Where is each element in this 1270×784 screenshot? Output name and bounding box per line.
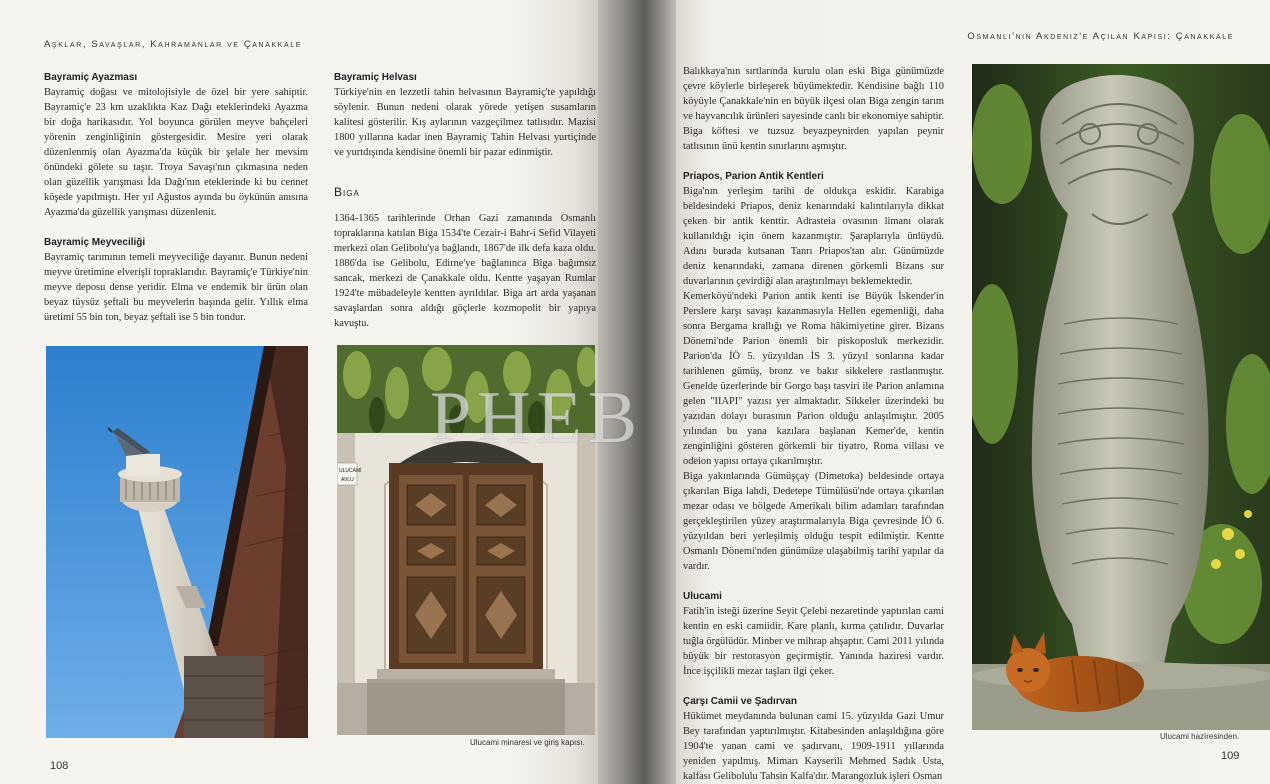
heading-biga: Biga [334, 185, 360, 199]
paragraph-parion: Kemerköyü'ndeki Parion antik kenti ise Büyük İskender'in Perslere karşı savaşı kazanmasıyla Hellen egemenliği, daha sonra Bergama krallığı ve Roma hâkimiyetine girer. Bizans Dönemi'nde Parion önemli bir piskoposluk merkezidir. Parion'da İÖ 5. yüzyıldan İS 3. yüzyıl sonlarına kadar tarihlenen gümüş, bronz ve bakır sikkelere rastlanmıştır. Genelde üzerlerinde bir Gorgo başı tasviri ile Parion anlamına gelen "IIAPI" yazısı yer almaktadır. Sikkeler üzerindeki bu yazıdan dolayı burasının Parion olduğu anlaşılmıştır. 2005 yılından bu yana kazılara başlanan Kemer'de, kentin zenginliğini gösteren görkemli bir tiyatro, Roma villası ve odeion yapısı ortaya çıkarılmıştır. [683, 291, 944, 467]
left-column-2 [334, 70, 596, 331]
paragraph-ayazma: Bayramiç doğası ve mitolojisiyle de özel bir yere sahiptir. Bayramiç'e 23 km uzaklıkta Kaz Dağı eteklerindeki Ayazma bir doğa harikasıdır. Yol boyunca görülen meyve bahçeleri yörenin zenginliğinin göstergesidir. Mesire yeri olarak düzenlenmiş olan Ayazma'da küçük bir şelale her mevsim önündeki gölete su taşır. Troya Savaşı'nın çıkmasına neden olan güzellik yarışması İda Dağı'nın eteklerinde ki bu cennet köşede yapılmıştı. Her yıl Ağustos ayında bu öykünün anısına Ayazma'da güzellik yarışması düzenlenir. [44, 87, 308, 218]
heading-bayramic-helvasi: Bayramiç Helvası [334, 72, 417, 83]
left-column-1 [44, 70, 308, 325]
tombstone-cat-photo [972, 64, 1270, 730]
heading-carsi-camii: Çarşı Camii ve Şadırvan [683, 696, 797, 707]
heading-ulucami: Ulucami [683, 591, 722, 602]
minaret-photo [46, 346, 308, 738]
right-running-head: Osmanlı'nın Akdeniz'e Açılan Kapısı: Çanakkale [967, 31, 1234, 42]
heading-priapos-parion: Priapos, Parion Antik Kentleri [683, 171, 824, 182]
door-sign-line-1: ULUCAMİ [339, 468, 362, 474]
paragraph-biga-today: Balıkkaya'nın sırtlarında kurulu olan eski Biga günümüzde çevre köylerle birleşerek büyümektedir. Kendisine bağlı 110 köyüyle Çanakkale'nin en büyük ilçesi olan Biga zengin tarım ve hayvancılık ürünleri sayesinde canlı bir ekonomiye sahiptir. Biga köftesi ve tuzsuz beyazpeynirden yapılan peynir tatlısının ünü kentin sınırlarını aşmıştır. [683, 66, 944, 152]
left-page-number: 108 [50, 760, 69, 772]
right-photo-caption: Ulucami hazìresinden. [1160, 732, 1240, 741]
heading-bayramic-ayazmasi: Bayramiç Ayazması [44, 72, 138, 83]
paragraph-gumuscay: Biga yakınlarında Gümüşçay (Dimetoka) beldesinde ortaya çıkarılan Biga lahdi, Dedetepe Tümülüsü'nde ortaya çıkarılan mezar odası ve bölgede Amerikalı bilim adamları tarafından gerçekleştirilen yüzey araştırmalarıyla Biga çevresinde İÖ 6. yüzyıldan beri yerleşilmiş olduğu tespit edilmiştir. Kentte Osmanlı Dönemi'nden günümüze ulaşabilmiş tarihî yapılar da vardır. [683, 471, 944, 572]
paragraph-helva: Türkiye'nin en lezzetli tahin helvasının Bayramiç'te yapıldığı söylenir. Bunun nedeni olarak yörede yetişen susamların kalitesi gösterilir. Kış aylarının vazgeçilmez tatlısıdır. Mazisi 1800 yıllarına kadar inen Bayramiç Tahin Helvası yurtiçinde ve yurtdışında kendisine önemli bir pazar edinmiştir. [334, 87, 596, 158]
heading-bayramic-meyveciligi: Bayramiç Meyveciliği [44, 237, 146, 248]
door-sign-line-2: AVLU [341, 477, 354, 483]
watermark: PHEB [430, 377, 644, 459]
right-page [676, 0, 1270, 784]
paragraph-ulucami: Fatih'in isteği üzerine Seyit Çelebi nezaretinde yaptırılan cami kentin en eski camiidir. Kare planlı, kırma çatılıdır. Duvarlar tuğla örgülüdür. Minber ve mihrap ahşaptır. Cami 2011 yılında büyük bir restorasyon geçirmiştir. Yanında hazìresi vardır. İnce işçilikli mezar taşları ilgi çeker. [683, 606, 944, 677]
paragraph-biga: 1364-1365 tarihlerinde Orhan Gazi zamanında Osmanlı topraklarına katılan Biga 1534'te Cezair-i Bahr-i Sefid Vilayeti merkezi olan Gelibolu'ya bağlandı, 1867'de ilk defa kaza oldu. 1886'da ise Gelibolu, Edirne'ye bağlanınca Biga bağımsız sancak, merkezi de Çanakkale oldu. Kentte yaşayan Rumlar 1924'te mübadeleyle kentten ayrıldılar. Biga art arda yaşanan savaşlardan sonra aldığı göçlerle kozmopolit bir yapıya kavuştu. [334, 213, 596, 329]
left-photo-caption: Ulucami minaresi ve giriş kapısı. [470, 738, 585, 747]
minaret-illustration [46, 346, 308, 738]
left-running-head: Aşklar, Savaşlar, Kahramanlar ve Çanakkale [44, 39, 303, 50]
paragraph-carsi-camii: Hükümet meydanında bulunan cami 15. yüzyılda Gazi Umur Bey tarafından yaptırılmıştır. Kitabesinden anlaşıldığına göre 1904'te yanan cami ve şadırvanı, 1909-1911 yıllarında yeniden yapılmış. Mimarı Kayserili Mehmed Sadık Usta, kalfası Gelibolulu Tahsin Kalfa'dır. Marangozluk işleri Osman [683, 711, 944, 782]
right-page-number: 109 [1221, 750, 1240, 762]
paragraph-priapos: Biga'nın yerleşim tarihi de oldukça eskidir. Karabiga beldesindeki Priapos, deniz kenarındaki kalıntılarıyla dikkat çeken bir antik kenttir. Adrasteia ovasının limanı olarak kullanıldığı için önem kazanmıştır. Şaraplarıyla ünlüydü. Adını burada kutsanan Tanrı Priapos'tan alır. Günümüzde deniz kenarındaki, zamana direnen görkemli Bizans sur duvarlarının çevirdiği alan araştırılmayı beklemektedir. [683, 186, 944, 287]
tombstone-illustration [972, 64, 1270, 730]
paragraph-meyvecilik: Bayramiç tarımının temeli meyveciliğe dayanır. Bunun nedeni meyve üretimine elverişli topraklarıdır. Bayramiç'e Türkiye'nin meyve deposu dense yeridir. Elma ve endemik bir ürün olan beyaz tüysüz şeftali bu meyvelerin başında gelir. Yıllık elma üretimi 55 bin ton, beyaz şeftali ise 5 bin tondur. [44, 252, 308, 323]
right-column [683, 64, 944, 784]
